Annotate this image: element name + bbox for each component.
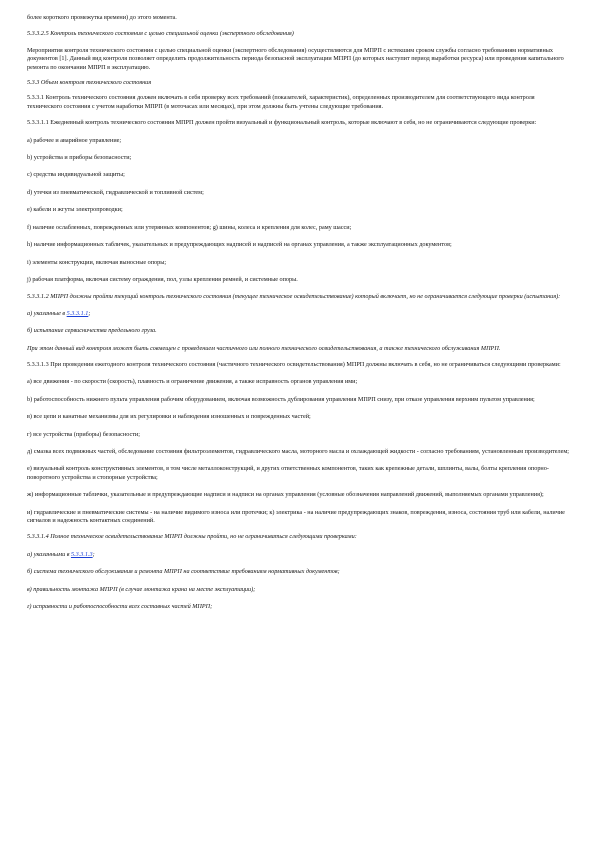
- list-item-load-test: б) испытание сервисничества предельного груза.: [27, 327, 157, 335]
- list-item-a: a) рабочее и аварийное управление;: [27, 136, 122, 144]
- paragraph-5-3-3-1-1: 5.3.3.1.1 Ежедневный контроль технического состояния МПРП должен пройти визуальный и функциональный контроль, которые включают в себя, но не ограничиваются следующие проверки:: [27, 119, 537, 127]
- paragraph-special-assessment: Мероприятия контроля технического состояния с целью специальной оценки (экспертного обследования) осуществляются для МПРП с истекшим сроком службы согласно требованиям нормативных документов [1]. Данный вид контроля позволяет определить продолжительность периода безопасной эксплуатации МПРП (до которых наступит период выработки ресурса) или проведения капитального ремонта по окончании МПРП в эксплуатацию.: [27, 46, 564, 71]
- list-item-reference-2: [27, 551, 569, 559]
- list-item-suffix: ;: [92, 550, 95, 558]
- list-item-c: c) средства индивидуальной защиты;: [27, 171, 125, 179]
- list-item-e: e) кабели и жгуты электропроводки;: [27, 206, 123, 214]
- paragraph-5-3-3-1-2: 5.3.3.1.2 МПРП должны пройти текущий контроль технического состояния (текущее техническое освидетельствование) который включает, но не ограничивается следующие проверки (испытания):: [27, 293, 561, 301]
- list-item-b: b) устройства и приборы безопасности;: [27, 154, 132, 162]
- clause-link-5-3-3-1-3[interactable]: 5.3.3.1.3: [70, 550, 93, 558]
- list-item-lower-panel: b) работоспособность нижнего пульта управления рабочим оборудованием, включая возможность дублирования управления МПРП снизу, при отказе управления верхним пультом управления;: [27, 395, 535, 403]
- clause-link-5-3-3-1-1[interactable]: 5.3.3.1.1: [66, 309, 89, 317]
- list-item-d: d) утечки из пневматической, гидравлической и топливной систем;: [27, 188, 204, 196]
- document-page: [27, 14, 569, 611]
- list-item-visual-control: е) визуальный контроль конструктивных элементов, в том числе металлоконструкций, и других ответственных компонентов, таких как крепежные детали, шплинты, валы, болты крепления опорно-поворотного устройства и стопорные устройства;: [27, 465, 549, 481]
- list-item-h: h) наличие информационных табличек, указательных и предупреждающих надписей и надписей на органах управления, а также эксплуатационных документов;: [27, 241, 452, 249]
- list-item-j: j) рабочая платформа, включая систему ограждения, пол, узлы крепления ремней, и системные опоры.: [27, 275, 298, 283]
- list-item-installation: в) правильность монтажа МПРП (в случае монтажа крана на месте эксплуатации);: [27, 585, 256, 593]
- list-item-text: a) указанными в: [27, 550, 71, 558]
- paragraph-5-3-3-1-3: 5.3.3.1.3 При проведении ежегодного контроля технического состояния (частичного технического освидетельствования) МПРП должны включать в себя, но не ограничиваться следующими проверками:: [27, 360, 561, 368]
- list-item-suffix: ;: [88, 309, 91, 317]
- section-heading-5-3-3-2-5: 5.3.3.2.5 Контроль технического состояния с целью специальной оценки (экспертного обследования): [27, 30, 294, 38]
- list-item-hydraulics: и) гидравлические и пневматические системы - на наличие видимого износа или протечки; к) электрика - на наличие предупреждающих знаков, повреждения, износа, состояния труб или кабели, наличие сигналов и надежность контактных соединений.: [27, 508, 565, 524]
- list-item-i: i) элементы конструкции, включая выносные опоры;: [27, 258, 167, 266]
- list-item-chains: в) все цепи и канатные механизмы для их регулировки и наблюдения изношенных и поврежденных частей;: [27, 413, 311, 421]
- paragraph-continuation: более короткого промежутка времени) до этого момента.: [27, 14, 177, 21]
- list-item-lubrication: д) смазка всех подвижных частей, обследование состояния фильтроэлементов, гидравлического масла, моторного масла и охлаждающей жидкости - согласно требованиям, установленным производителем;: [27, 447, 569, 455]
- list-item-f-g: f) наличие ослабленных, поврежденных или утерянных компонентов; g) шины, колеса и крепления для колес, раму шасси;: [27, 223, 352, 231]
- list-item-movements: a) все движения - по скорости (скорость), плавность и ограничение движения, а также исправность органов управления ими;: [27, 378, 358, 386]
- paragraph-combined-inspection: При этом данный вид контроля может быть совмещен с проведением частичного или полного технического освидетельствования, а также технического обслуживания МПРП.: [27, 344, 501, 352]
- list-item-reference-1: [27, 310, 569, 318]
- list-item-safety-devices: г) все устройства (приборы) безопасности;: [27, 430, 140, 438]
- list-item-info-plates: ж) информационные таблички, указательные и предупреждающие надписи и надписи на органах управления (условные обозначения направлений движений, выполняемых органами управления);: [27, 491, 544, 499]
- section-heading-5-3-3: 5.3.3 Объем контроля технического состояния: [27, 79, 152, 87]
- list-item-maintenance-system: б) система технического обслуживания и ремонта МПРП на соответствие требованиям нормативных документов;: [27, 568, 340, 576]
- paragraph-5-3-3-1: 5.3.3.1 Контроль технического состояния должен включать в себя проверку всех требований (показателей, характеристик), определенных производителем для соответствующего вида контроля технического состояния с учетом наработки МПРП (в моточасах или месяцах), при этом должны быть учтены следующие требования.: [27, 94, 535, 110]
- list-item-text: a) указанные в: [27, 309, 67, 317]
- paragraph-5-3-3-1-4: 5.3.3.1.4 Полное техническое освидетельствование МПРП должны пройти, но не ограничиваться следующими проверками:: [27, 533, 357, 541]
- list-item-components: г) исправности и работоспособности всех составных частей МПРП;: [27, 603, 213, 611]
